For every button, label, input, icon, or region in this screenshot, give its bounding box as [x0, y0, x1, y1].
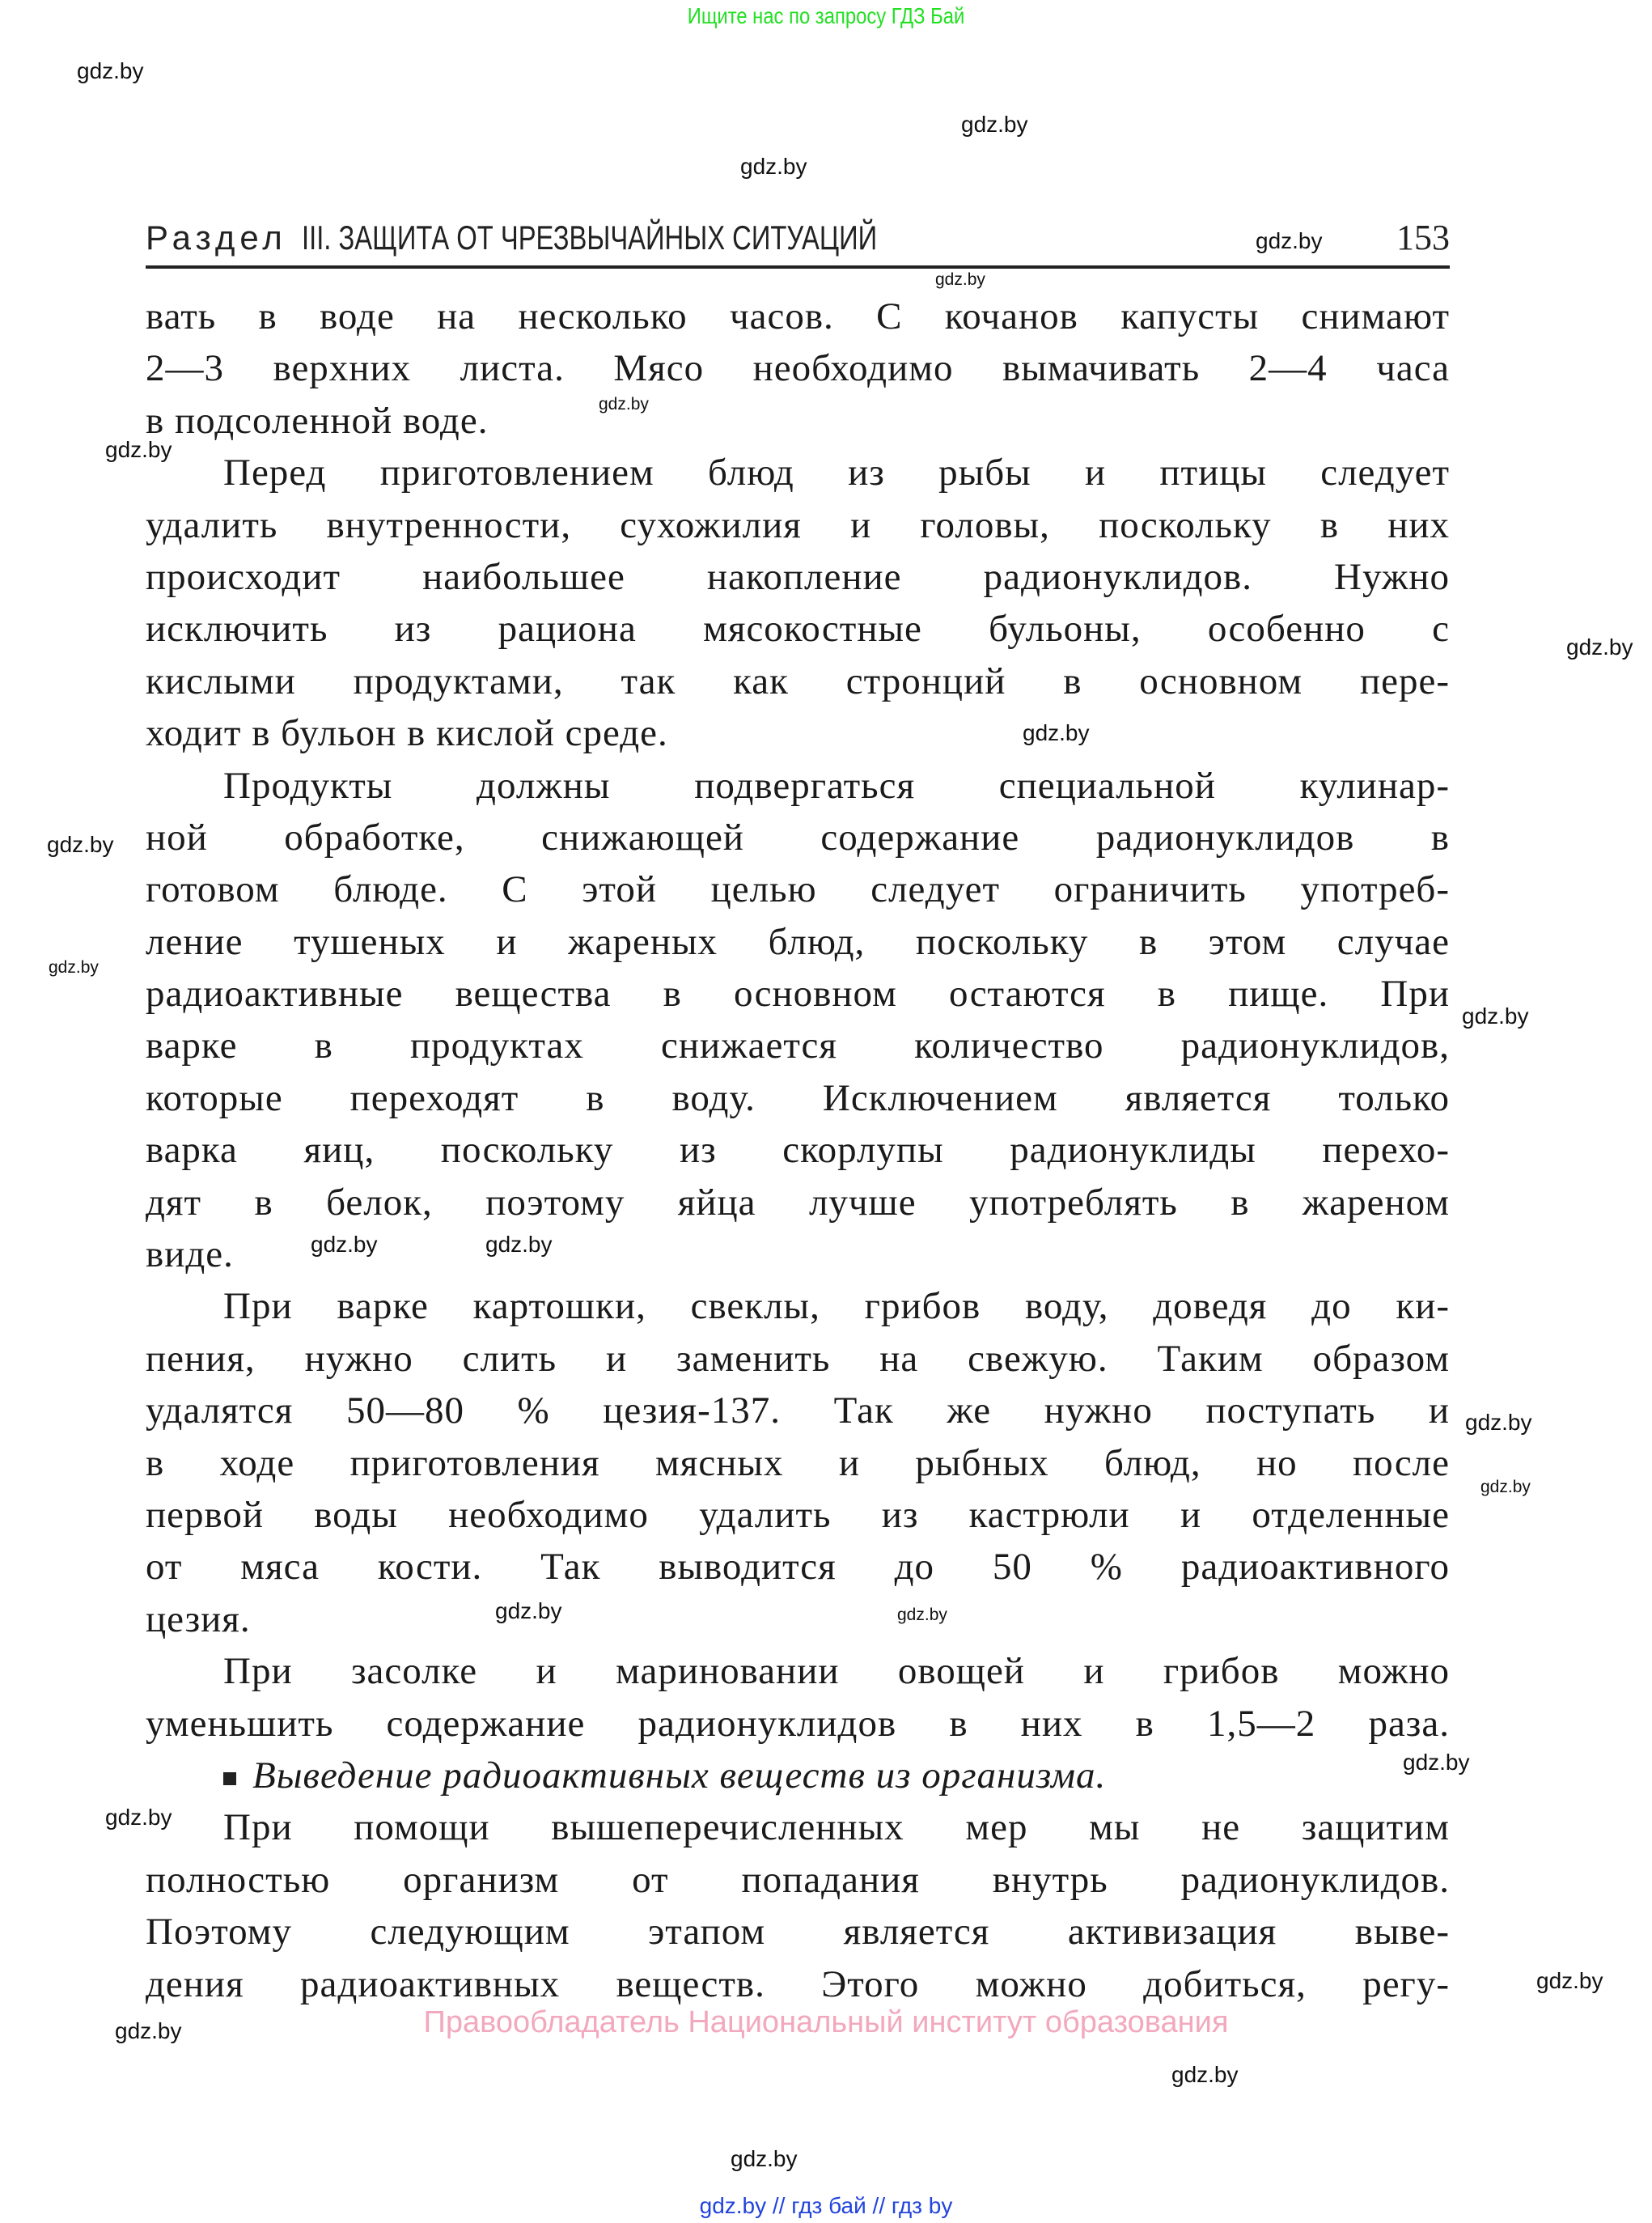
- text-line: При варке картошки, свеклы, грибов воду, доведя до ки-: [223, 1285, 1450, 1328]
- text-line: радиоактивные вещества в основном остаются в пище. При: [146, 973, 1450, 1016]
- section-title: III. ЗАЩИТА ОТ ЧРЕЗВЫЧАЙНЫХ СИТУАЦИЙ: [301, 218, 878, 257]
- text-line: ходит в бульон в кислой среде.: [146, 712, 668, 755]
- watermark: gdz.by: [105, 437, 172, 462]
- text-line: дят в белок, поэтому яйца лучше употреблять в жареном: [146, 1181, 1450, 1224]
- subheading: Выведение радиоактивных веществ из организма.: [252, 1754, 1107, 1797]
- text-line: дения радиоактивных веществ. Этого можно добиться, регу-: [146, 1962, 1450, 2005]
- watermark: gdz.by: [311, 1232, 378, 1257]
- watermark: gdz.by: [1403, 1750, 1470, 1775]
- watermark: gdz.by: [1256, 228, 1323, 253]
- text-line: варке в продуктах снижается количество радионуклидов,: [146, 1025, 1450, 1067]
- search-banner: Ищите нас по запросу ГДЗ Бай: [687, 3, 965, 28]
- watermark: gdz.by: [1536, 1968, 1603, 1993]
- square-bullet-icon: [223, 1772, 236, 1785]
- watermark: gdz.by: [897, 1606, 947, 1624]
- watermark: gdz.by: [105, 1805, 172, 1830]
- text-line: удалить внутренности, сухожилия и головы, поскольку в них: [146, 503, 1450, 546]
- page-body: [146, 291, 1450, 2010]
- text-line: При засолке и мариновании овощей и грибов можно: [223, 1650, 1450, 1693]
- text-line: ление тушеных и жареных блюд, поскольку в этом случае: [146, 920, 1450, 963]
- text-line: первой воды необходимо удалить из кастрюли и отделенные: [146, 1493, 1450, 1536]
- watermark: gdz.by: [115, 2018, 182, 2043]
- text-line: уменьшить содержание радионуклидов в них в 1,5—2 раза.: [146, 1702, 1450, 1745]
- text-line: в ходе приготовления мясных и рыбных блюд, но после: [146, 1441, 1450, 1484]
- watermark: gdz.by: [77, 58, 144, 83]
- subheading-line: [146, 1750, 1450, 1801]
- text-line: полностью организм от попадания внутрь радионуклидов.: [146, 1858, 1450, 1901]
- section-title-wrap: [302, 218, 949, 257]
- text-line: варка яиц, поскольку из скорлупы радионуклиды перехо-: [146, 1129, 1450, 1172]
- page-number: 153: [1396, 218, 1450, 257]
- watermark: gdz.by: [485, 1232, 553, 1257]
- watermark: gdz.by: [1171, 2062, 1239, 2087]
- watermark: gdz.by: [740, 154, 807, 179]
- watermark: gdz.by: [1465, 1410, 1532, 1435]
- text-line: готовом блюде. С этой целью следует ограничить употреб-: [146, 868, 1450, 911]
- text-line: Поэтому следующим этапом является активизация выве-: [146, 1911, 1450, 1954]
- text-line: цезия.: [146, 1597, 251, 1640]
- text-line: происходит наибольшее накопление радионуклидов. Нужно: [146, 555, 1450, 598]
- text-line: вать в воде на несколько часов. С кочанов капусты снимают: [146, 295, 1450, 337]
- watermark: gdz.by: [731, 2146, 798, 2171]
- watermark: gdz.by: [961, 112, 1028, 137]
- watermark: gdz.by: [599, 395, 649, 414]
- watermark: gdz.by: [495, 1598, 562, 1623]
- watermark: gdz.by: [1480, 1478, 1531, 1496]
- text-line: Перед приготовлением блюд из рыбы и птицы следует: [223, 452, 1450, 494]
- text-line: исключить из рациона мясокостные бульоны, особенно с: [146, 608, 1450, 651]
- text-line: удалятся 50—80 % цезия-137. Так же нужно поступать и: [146, 1389, 1450, 1432]
- page-header: [146, 212, 1450, 269]
- section-label: Раздел: [146, 218, 287, 257]
- text-line: При помощи вышеперечисленных мер мы не защитим: [223, 1806, 1450, 1849]
- watermark: gdz.by: [1566, 634, 1633, 660]
- watermark: gdz.by: [935, 270, 985, 289]
- watermark: gdz.by: [47, 832, 114, 857]
- text-line: Продукты должны подвергаться специальной кулинар-: [223, 764, 1450, 807]
- copyright-notice: Правообладатель Национальный институт образования: [423, 2005, 1229, 2039]
- text-line: которые переходят в воду. Исключением является только: [146, 1076, 1450, 1119]
- text-line: виде.: [146, 1233, 234, 1276]
- watermark: gdz.by: [49, 958, 99, 977]
- watermark: gdz.by: [1462, 1003, 1529, 1029]
- text-line: от мяса кости. Так выводится до 50 % радиоактивного: [146, 1546, 1450, 1589]
- watermark: gdz.by: [1023, 720, 1090, 745]
- text-line: 2—3 верхних листа. Мясо необходимо вымачивать 2—4 часа: [146, 347, 1450, 390]
- text-line: в подсоленной воде.: [146, 399, 489, 442]
- text-line: пения, нужно слить и заменить на свежую. Таким образом: [146, 1337, 1450, 1380]
- text-line: ной обработке, снижающей содержание радионуклидов в: [146, 816, 1450, 859]
- text-line: кислыми продуктами, так как стронций в основном пере-: [146, 660, 1450, 702]
- footer-links[interactable]: gdz.by // гдз бай // гдз by: [699, 2193, 953, 2218]
